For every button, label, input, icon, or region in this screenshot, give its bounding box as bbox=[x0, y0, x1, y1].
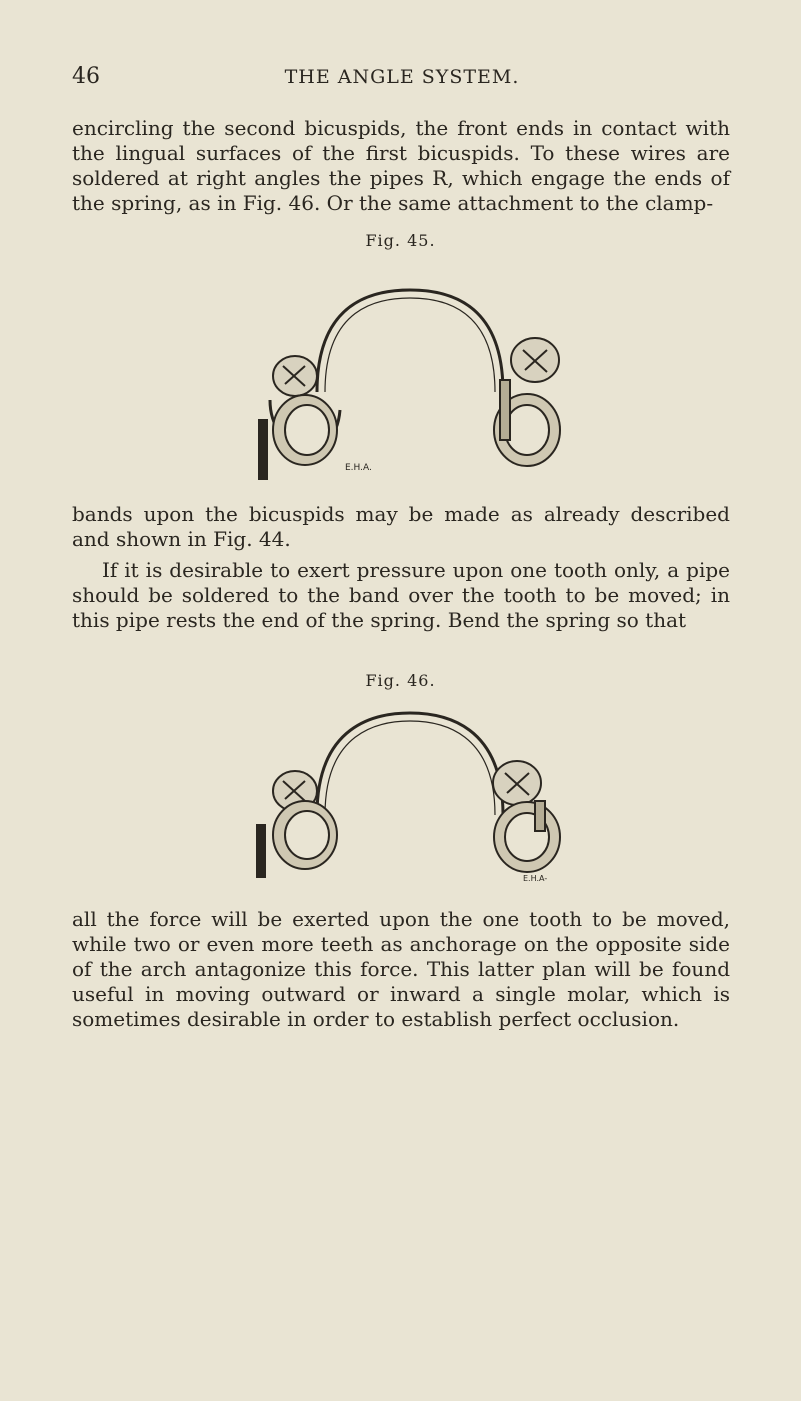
figure-46-illustration bbox=[245, 705, 575, 885]
paragraph-2: bands upon the bicuspids may be made as already described and shown in Fig. 44. bbox=[72, 502, 730, 551]
figure-45-signature: E.H.A. bbox=[345, 463, 372, 473]
figure-45-illustration bbox=[245, 280, 575, 480]
paragraph-3: If it is desirable to exert pressure upon one tooth only, a pipe should be soldered to the band over the tooth to be moved; in this pipe rests the end of the spring. Bend the spring so that bbox=[72, 558, 730, 632]
page-header bbox=[72, 64, 732, 94]
running-head: THE ANGLE SYSTEM. bbox=[284, 66, 520, 88]
paragraph-4: all the force will be exerted upon the one tooth to be moved, while two or even more teeth as anchorage on the opposite side of the arch antagonize this force. This latter plan will be found useful in moving outward or inward a single molar, which is sometimes desirable in order to establish perfect occlusion. bbox=[72, 907, 730, 1031]
paragraph-1: encircling the second bicuspids, the front ends in contact with the lingual surfaces of the first bicuspids. To these wires are soldered at right angles the pipes R, which engage the ends of the spring, as in Fig. 46. Or the same attachment to the clamp- bbox=[72, 116, 730, 215]
figure-46-caption: Fig. 46. bbox=[365, 671, 436, 690]
figure-46-signature: E.H.A- bbox=[523, 874, 548, 883]
figure-45-caption: Fig. 45. bbox=[365, 231, 436, 250]
page-number: 46 bbox=[72, 64, 100, 89]
